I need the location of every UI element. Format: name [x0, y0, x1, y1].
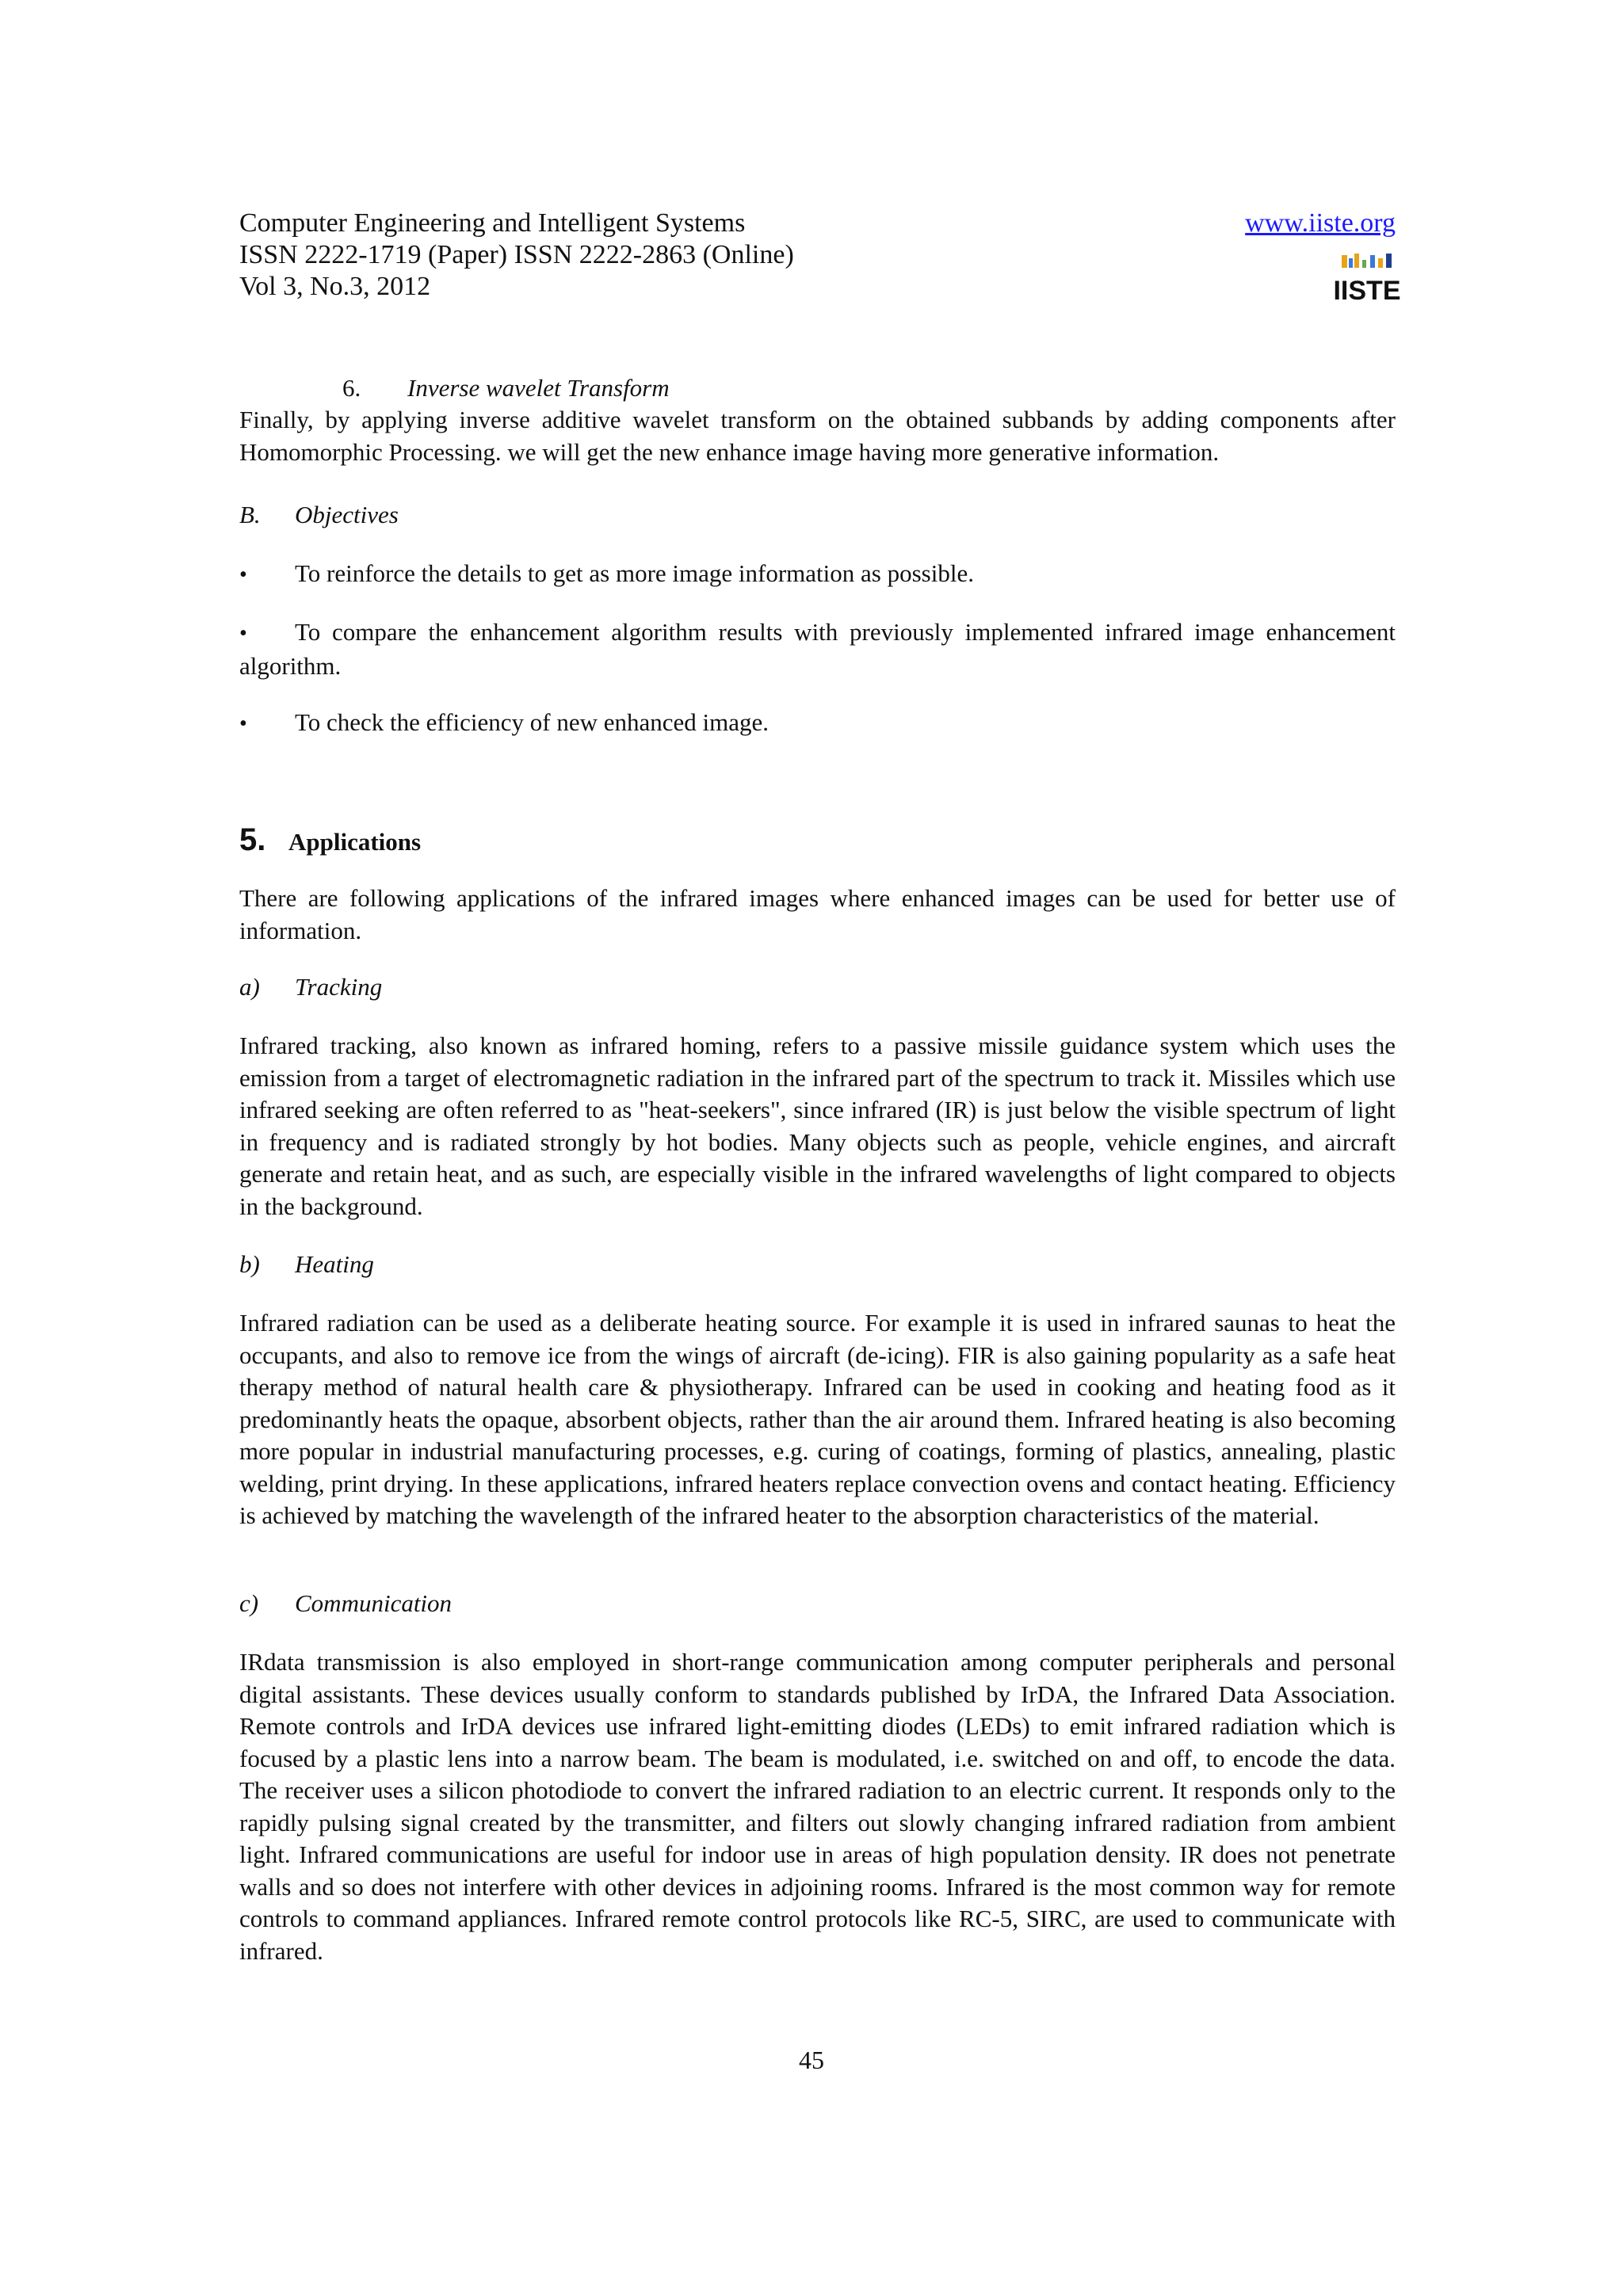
bullet-icon: • — [239, 621, 247, 646]
objectives-heading — [239, 499, 1396, 531]
tracking-title: Tracking — [295, 973, 383, 1001]
objective-item — [239, 616, 1396, 682]
journal-header — [239, 208, 1401, 318]
journal-volume: Vol 3, No.3, 2012 — [239, 272, 431, 301]
objective-text: To reinforce the details to get as more image information as possible. — [295, 559, 974, 587]
step6-heading — [239, 372, 1396, 404]
page-number: 45 — [799, 2046, 824, 2074]
step6-title: Inverse wavelet Transform — [407, 374, 670, 402]
step6-text: Finally, by applying inverse additive wavelet transform on the obtained subbands by adding components after Homomorphic Processing. we will get the new enhance image having more generative information. — [239, 406, 1396, 466]
bullet-icon: • — [239, 711, 247, 736]
tracking-label: a) — [239, 973, 260, 1001]
communication-heading — [239, 1588, 1396, 1619]
website-link[interactable]: www.iiste.org — [1245, 208, 1396, 238]
section5-intro — [239, 883, 1396, 947]
bullet-icon: • — [239, 563, 247, 587]
section5-title: Applications — [288, 828, 422, 856]
heating-title: Heating — [295, 1250, 374, 1278]
tracking-text: Infrared tracking, also known as infrared homing, refers to a passive missile guidance system which uses the emission from a target of electromagnetic radiation in the infrared part of the spectrum to track it. Missiles which use infrared seeking are often referred to as "heat-seekers", since infrared (IR) is just below the visible spectrum of light in frequency and is radiated strongly by hot bodies. Many objects such as people, vehicle engines, and aircraft generate and retain heat, and as such, are especially visible in the infrared wavelengths of light compared to objects in the background. — [239, 1032, 1396, 1220]
tracking-heading — [239, 971, 1396, 1003]
iiste-logo — [1333, 250, 1401, 306]
section5-heading — [239, 822, 1396, 858]
step6-number: 6. — [342, 374, 361, 402]
communication-text: IRdata transmission is also employed in short-range communication among computer peripherals and personal digital assistants. These devices usually conform to standards published by IrDA, the Infrared Data Association. Remote controls and IrDA devices use infrared light-emitting diodes (LEDs) to emit infrared radiation which is focused by a plastic lens into a narrow beam. The beam is modulated, i.e. switched on and off, to encode the data. The receiver uses a silicon photodiode to convert the infrared radiation to an electric current. It responds only to the rapidly pulsing signal created by the transmitter, and filters out slowly changing infrared radiation from ambient light. Infrared communications are useful for indoor use in areas of high population density. IR does not penetrate walls and so does not interfere with other devices in adjoining rooms. Infrared is the most common way for remote controls to command appliances. Infrared remote control protocols like RC-5, SIRC, are used to communicate with infrared. — [239, 1648, 1396, 1965]
objectives-title: Objectives — [295, 501, 399, 528]
section5-intro-text: There are following applications of the infrared images where enhanced images can be used for better use of information. — [239, 884, 1396, 944]
objective-item — [239, 558, 1396, 592]
journal-info — [239, 208, 794, 303]
objective-text: To compare the enhancement algorithm results with previously implemented infrared image enhancement algorithm. — [239, 618, 1396, 680]
heating-body — [239, 1307, 1396, 1532]
objectives-label: B. — [239, 501, 261, 528]
objective-text: To check the efficiency of new enhanced image. — [295, 708, 769, 736]
heating-label: b) — [239, 1250, 260, 1278]
journal-name: Computer Engineering and Intelligent Systems — [239, 208, 746, 238]
heating-heading — [239, 1249, 1396, 1280]
objective-item — [239, 707, 1396, 741]
communication-body — [239, 1646, 1396, 1967]
heating-text: Infrared radiation can be used as a deliberate heating source. For example it is used in infrared saunas to heat the occupants, and also to remove ice from the wings of aircraft (de-icing). FIR is also gaining popularity as a safe heat therapy method of natural health care & physiotherapy. Infrared can be used in cooking and heating food as it predominantly heats the opaque, absorbent objects, rather than the air around them. Infrared heating is also becoming more popular in industrial manufacturing processes, e.g. curing of coatings, forming of plastics, annealing, plastic welding, print drying. In these applications, infrared heaters replace convection ovens and contact heating. Efficiency is achieved by matching the wavelength of the infrared heater to the absorption characteristics of the material. — [239, 1309, 1396, 1529]
communication-label: c) — [239, 1589, 259, 1617]
logo-text: IISTE — [1333, 276, 1401, 306]
tracking-body — [239, 1030, 1396, 1222]
step6-body — [239, 404, 1396, 468]
journal-issn: ISSN 2222-1719 (Paper) ISSN 2222-2863 (Online) — [239, 240, 794, 269]
communication-title: Communication — [295, 1589, 453, 1617]
section5-number: 5. — [239, 822, 266, 857]
